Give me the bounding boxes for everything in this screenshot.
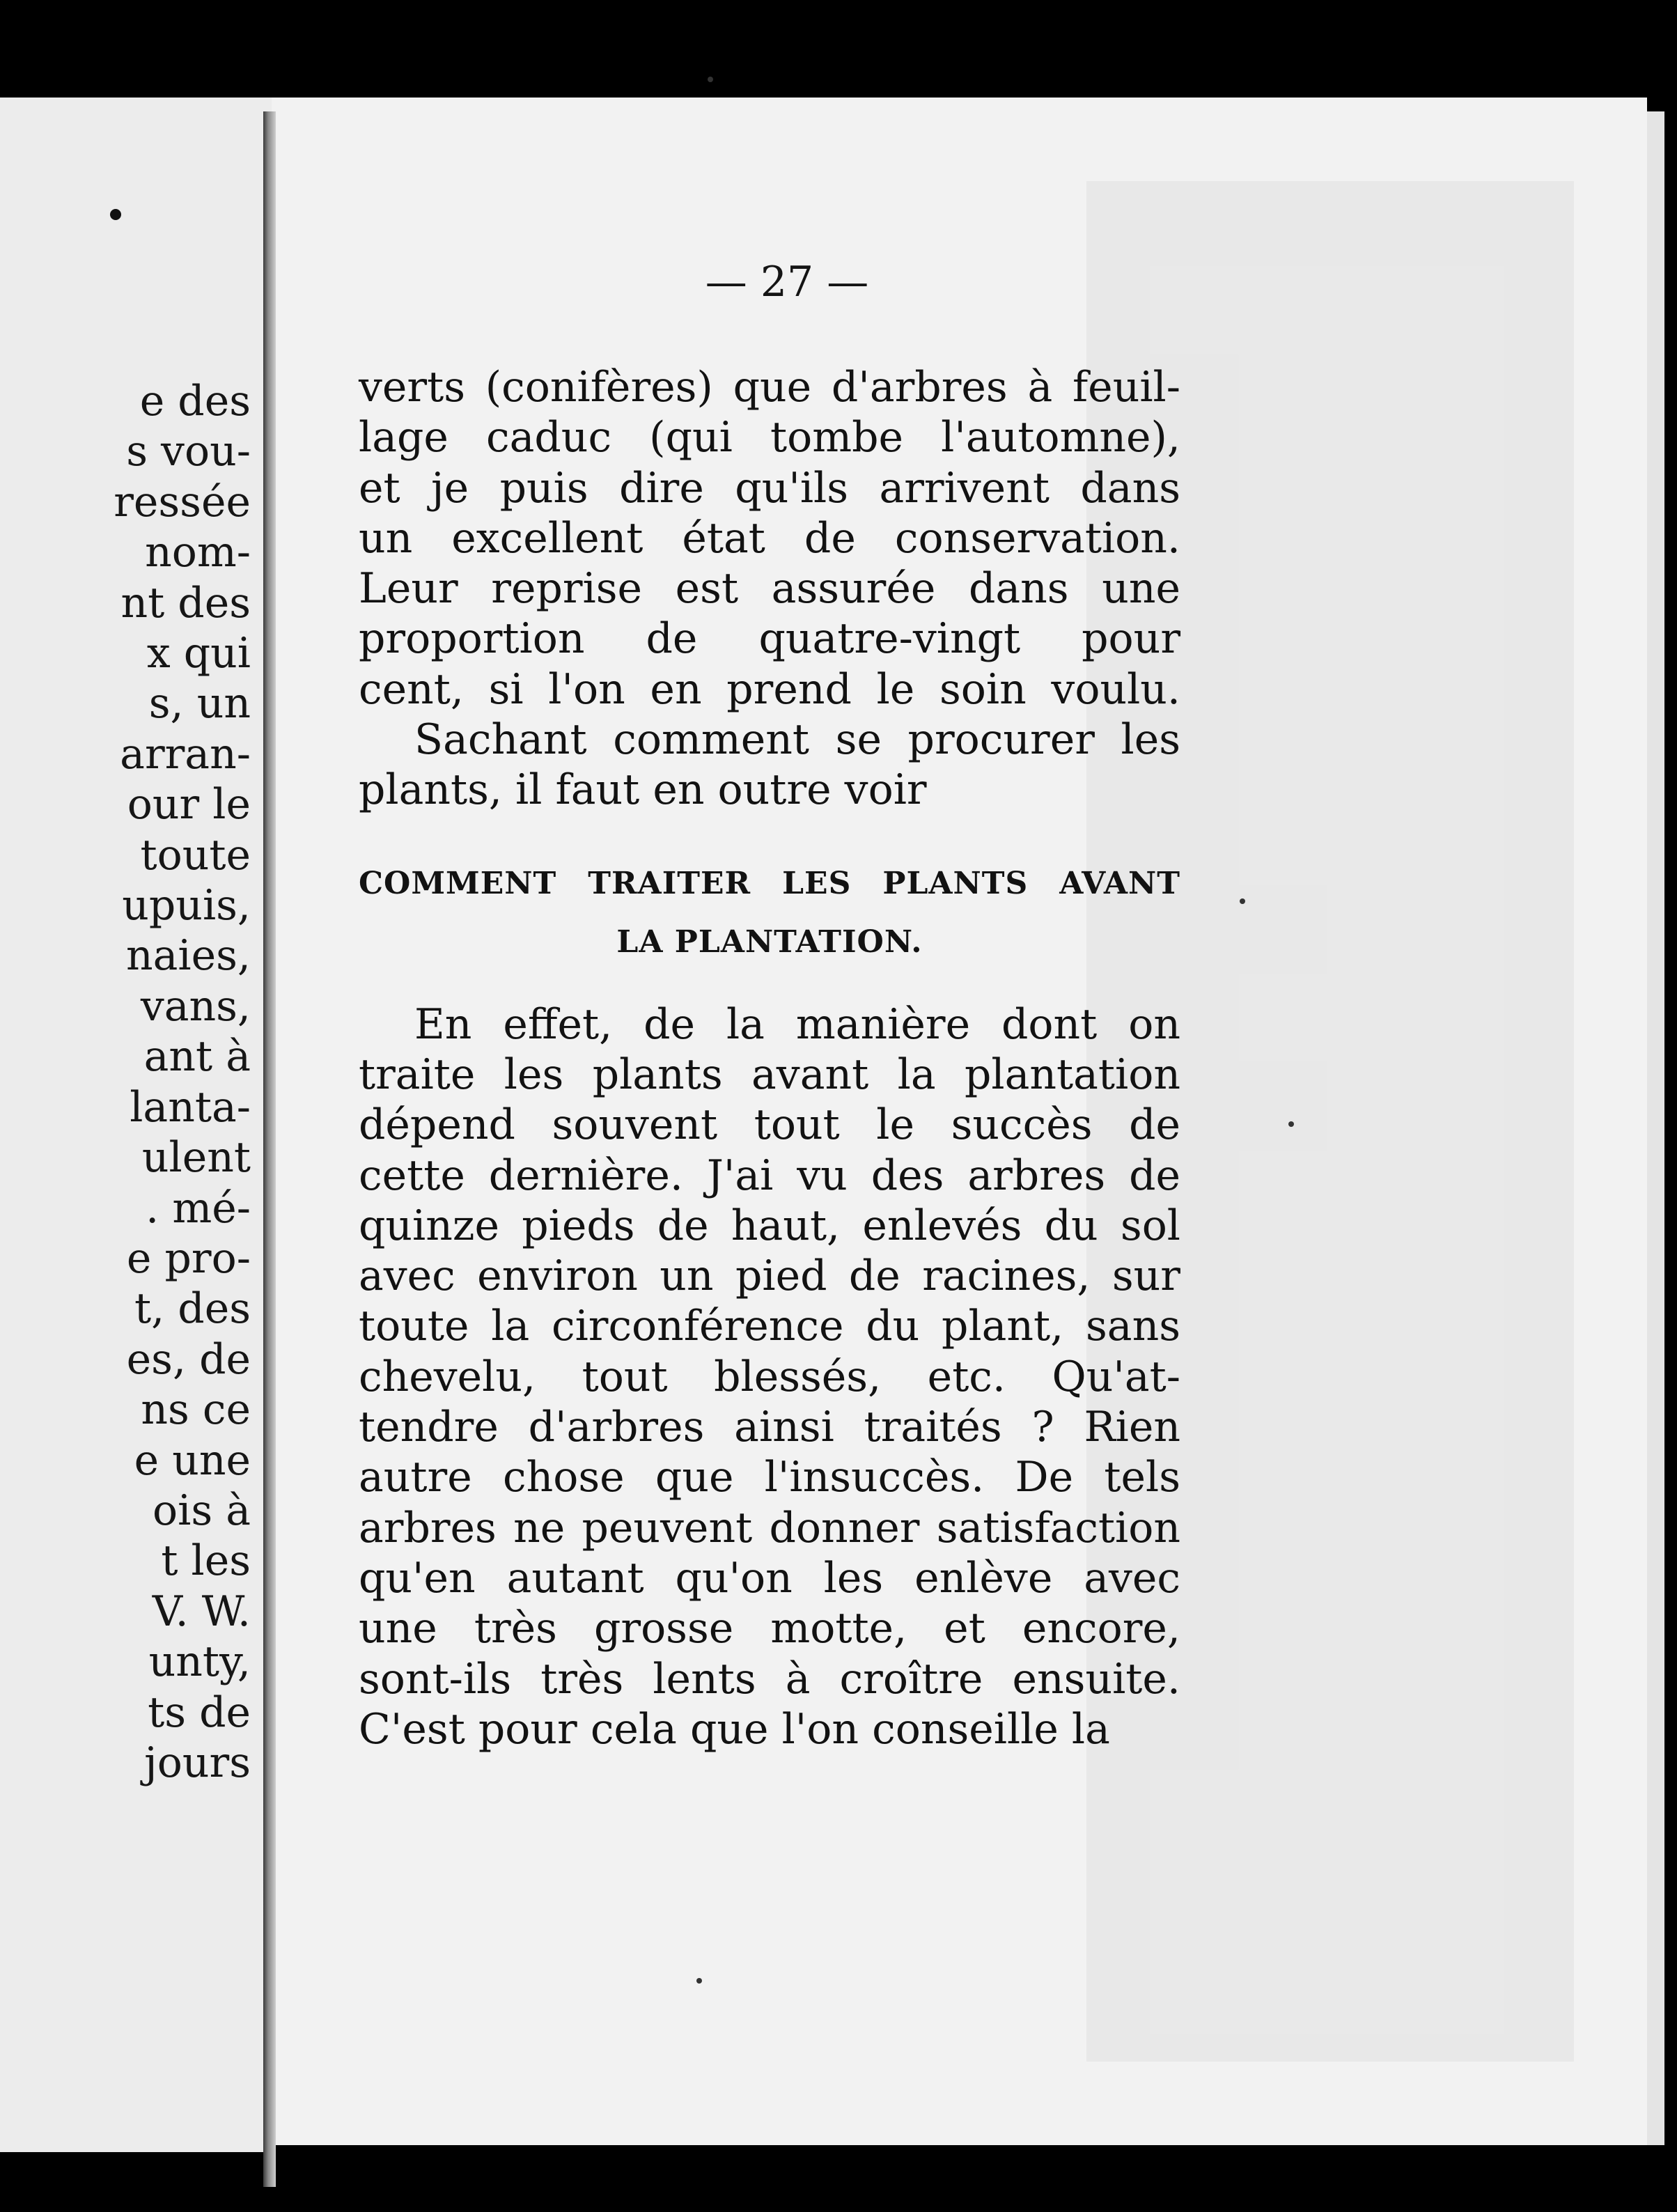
heading-line: LA PLANTATION.: [616, 924, 923, 960]
text-line: C'est pour cela que l'on conseille la: [359, 1704, 1110, 1754]
left-page-text: [0, 376, 251, 1788]
text-line: et je puis dire qu'ils arrivent dans: [359, 463, 1180, 513]
left-line: nt des: [120, 578, 251, 628]
left-line: s, un: [148, 679, 251, 729]
text-line: qu'en autant qu'on les enlève avec: [359, 1553, 1180, 1603]
left-line: upuis,: [122, 881, 251, 930]
left-line: e une: [134, 1435, 251, 1485]
left-line: unty,: [148, 1637, 251, 1687]
text-line: verts (conifères) que d'arbres à feuil-: [359, 363, 1180, 412]
left-line: arran-: [120, 729, 251, 779]
text-line: Sachant comment se procurer les: [414, 715, 1180, 765]
left-line: toute: [140, 830, 251, 880]
left-line: e des: [139, 377, 251, 426]
left-line: t les: [161, 1536, 251, 1586]
left-line: ant à: [143, 1032, 251, 1082]
ink-speck: [696, 1978, 702, 1984]
text-line: tendre d'arbres ainsi traités ? Rien: [359, 1403, 1180, 1452]
ink-dot: [110, 209, 121, 220]
ink-speck: [708, 77, 713, 82]
text-line: toute la circonférence du plant, sans: [359, 1302, 1180, 1351]
text-line: arbres ne peuvent donner satisfaction: [359, 1503, 1180, 1552]
text-line: traite les plants avant la plantation: [359, 1050, 1180, 1099]
left-line: . mé-: [146, 1183, 251, 1233]
left-line: vans,: [140, 981, 251, 1031]
ink-speck: [1288, 1121, 1294, 1127]
left-line: ressée: [114, 477, 251, 527]
page-number: — 27 —: [705, 258, 869, 306]
left-line: jours: [144, 1738, 251, 1787]
paragraph: [359, 999, 1180, 1754]
left-line: ns ce: [141, 1385, 251, 1435]
text-line: autre chose que l'insuccès. De tels: [359, 1453, 1180, 1502]
left-line: e pro-: [126, 1233, 251, 1283]
left-line: t, des: [134, 1284, 251, 1334]
text-line: une très grosse motte, et encore,: [359, 1604, 1180, 1653]
text-line: plants, il faut en outre voir: [359, 765, 927, 815]
left-line: ois à: [153, 1486, 251, 1535]
left-line: naies,: [126, 931, 251, 981]
text-line: sont-ils très lents à croître ensuite.: [359, 1654, 1180, 1704]
text-line: avec environ un pied de racines, sur: [359, 1252, 1180, 1301]
left-line: x qui: [146, 629, 251, 678]
text-line: En effet, de la manière dont on: [414, 999, 1180, 1049]
left-line: lanta-: [130, 1082, 251, 1132]
text-line: lage caduc (qui tombe l'automne),: [359, 413, 1180, 462]
left-line: nom-: [145, 528, 251, 577]
paragraph: [359, 715, 1180, 816]
section-heading: [359, 855, 1180, 972]
left-line: our le: [127, 780, 251, 830]
text-line: un excellent état de conservation.: [359, 513, 1180, 563]
text-line: dépend souvent tout le succès de: [359, 1100, 1180, 1150]
left-line: V. W.: [152, 1587, 251, 1636]
text-line: chevelu, tout blessés, etc. Qu'at-: [359, 1352, 1180, 1401]
text-line: Leur reprise est assurée dans une: [359, 564, 1180, 614]
text-line: quinze pieds de haut, enlevés du sol: [359, 1201, 1180, 1250]
ink-speck: [1240, 898, 1245, 904]
left-line: ts de: [148, 1688, 251, 1737]
left-line: ulent: [141, 1133, 251, 1183]
left-line: s vou-: [126, 427, 251, 476]
page-body: [359, 362, 1180, 1754]
text-line: proportion de quatre-vingt pour: [359, 614, 1180, 664]
left-line: es, de: [126, 1334, 251, 1384]
heading-line: COMMENT TRAITER LES PLANTS AVANT: [359, 865, 1180, 901]
book-gutter: [263, 111, 276, 2187]
text-line: cent, si l'on en prend le soin voulu.: [359, 664, 1180, 714]
paragraph: [359, 362, 1180, 715]
text-line: cette dernière. J'ai vu des arbres de: [359, 1151, 1180, 1200]
